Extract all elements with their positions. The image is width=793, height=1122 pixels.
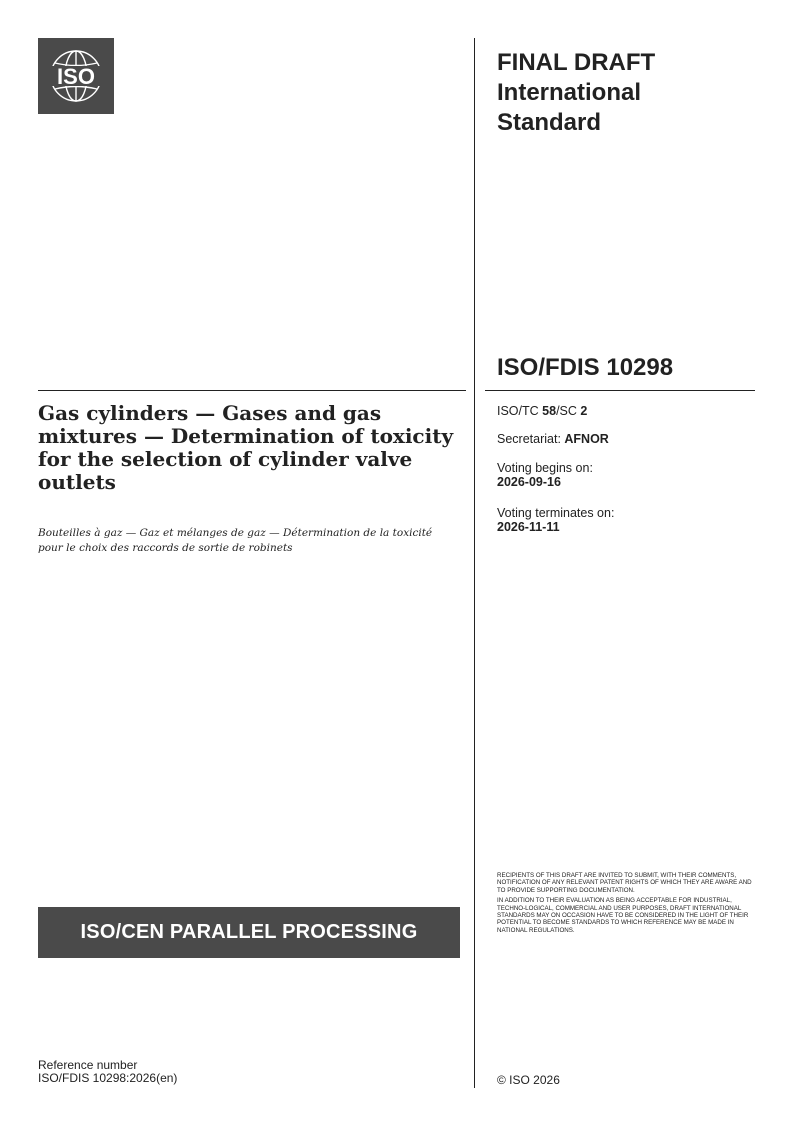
voting-terminates-date: 2026-11-11	[497, 520, 560, 534]
copyright: © ISO 2026	[497, 1073, 560, 1087]
title-french: Bouteilles à gaz — Gaz et mélanges de gaz — Détermination de la toxicité pour le choix des raccords de sortie de robinets	[38, 527, 433, 554]
voting-terminates-label: Voting terminates on:	[497, 506, 615, 520]
status-line-3: Standard	[497, 109, 602, 136]
document-status	[497, 48, 757, 138]
iso-logo	[38, 38, 114, 114]
vertical-divider	[474, 38, 475, 1088]
technical-committee	[497, 404, 587, 419]
notice-paragraph-1: RECIPIENTS OF THIS DRAFT ARE INVITED TO SUBMIT, WITH THEIR COMMENTS, NOTIFICATION OF ANY RELEVANT PATENT RIGHTS OF WHICH THEY ARE AWARE AND TO PROVIDE SUPPORTING DOCUMENTATION.	[497, 872, 752, 894]
iso-globe-icon	[38, 38, 114, 114]
voting-begins-label: Voting begins on:	[497, 461, 593, 475]
parallel-processing-banner	[38, 907, 460, 958]
horizontal-divider-left	[38, 390, 466, 391]
sc-number: 2	[580, 404, 588, 418]
secretariat-value: AFNOR	[564, 432, 609, 446]
secretariat	[497, 432, 609, 447]
sc-prefix: /SC	[556, 404, 581, 418]
reference-number-label: Reference number	[38, 1058, 138, 1072]
tc-number: 58	[542, 404, 557, 418]
secretariat-label: Secretariat:	[497, 432, 565, 446]
banner-text: ISO/CEN PARALLEL PROCESSING	[80, 921, 418, 943]
status-line-2: International	[497, 79, 642, 106]
status-line-1: FINAL DRAFT	[497, 49, 656, 76]
document-id: ISO/FDIS 10298	[497, 354, 674, 381]
title-english: Gas cylinders — Gases and gas mixtures — Determination of toxicity for the selection of cylinder valve outlets	[38, 401, 454, 494]
tc-prefix: ISO/TC	[497, 404, 543, 418]
logo-text: ISO	[57, 64, 95, 89]
draft-notice	[497, 872, 759, 937]
voting-begins-date: 2026-09-16	[497, 475, 561, 489]
reference-number-value: ISO/FDIS 10298:2026(en)	[38, 1071, 178, 1085]
horizontal-divider-right	[485, 390, 755, 391]
notice-paragraph-2: IN ADDITION TO THEIR EVALUATION AS BEING ACCEPTABLE FOR INDUSTRIAL, TECHNO-LOGICAL, COMMERCIAL AND USER PURPOSES, DRAFT INTERNATIONAL STANDARDS MAY ON OCCASION HAVE TO BE CONSIDERED IN THE LIGHT OF THEIR POTENTIAL TO BECOME STANDARDS TO WHICH REFERENCE MAY BE MADE IN NATIONAL REGULATIONS.	[497, 897, 749, 934]
